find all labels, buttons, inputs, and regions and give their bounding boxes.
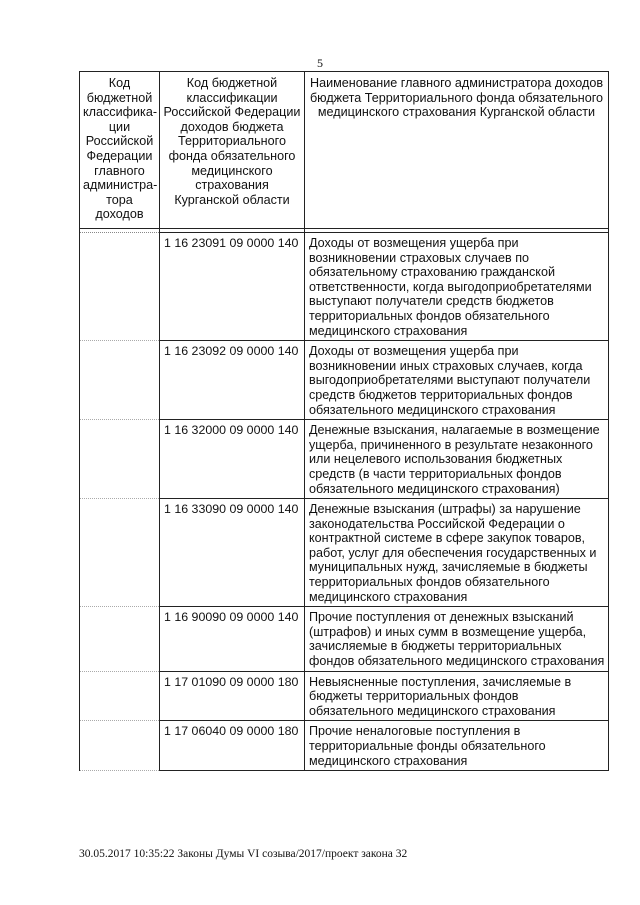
admin-code-cell — [80, 233, 160, 341]
admin-code-cell — [80, 721, 160, 771]
admin-code-cell — [80, 671, 160, 721]
income-name-cell: Невыясненные поступления, зачисляемые в бюджеты территориальных фондов обязательного медицинского страхования — [305, 671, 609, 721]
header-admin-code: Код бюджетной классифика-ции Российской Федерации главного администра-тора доходов — [80, 72, 160, 229]
header-income-code: Код бюджетной классификации Российской Федерации доходов бюджета Территориального фонда обязательного медицинского страхования Курганской области — [160, 72, 305, 229]
income-name-cell: Денежные взыскания, налагаемые в возмещение ущерба, причиненного в результате незаконного или нецелевого использования бюджетных средств (в части территориальных фондов обязательного медицинского страхования) — [305, 420, 609, 499]
table-header — [80, 72, 609, 229]
table-row — [80, 499, 609, 607]
income-name-cell: Прочие поступления от денежных взысканий (штрафов) и иных сумм в возмещение ущерба, зачисляемые в бюджеты территориальных фондов обязательного медицинского страхования — [305, 607, 609, 671]
admin-code-cell — [80, 499, 160, 607]
income-code-cell: 1 16 23092 09 0000 140 — [160, 341, 305, 420]
table-row — [80, 721, 609, 771]
header-admin-name: Наименование главного администратора доходов бюджета Территориального фонда обязательного медицинского страхования Курганской области — [305, 72, 609, 229]
admin-code-cell — [80, 607, 160, 671]
table-body — [80, 229, 609, 771]
income-name-cell: Доходы от возмещения ущерба при возникновении иных страховых случаев, когда выгодоприобретателями выступают получатели средств бюджетов территориальных фондов обязательного медицинского страхования — [305, 341, 609, 420]
table-row — [80, 341, 609, 420]
table-row — [80, 233, 609, 341]
income-code-cell: 1 16 32000 09 0000 140 — [160, 420, 305, 499]
admin-code-cell — [80, 341, 160, 420]
income-name-cell: Прочие неналоговые поступления в территориальные фонды обязательного медицинского страхования — [305, 721, 609, 771]
page-number: 5 — [317, 56, 323, 70]
table-row — [80, 420, 609, 499]
income-code-cell: 1 17 01090 09 0000 180 — [160, 671, 305, 721]
income-name-cell: Денежные взыскания (штрафы) за нарушение законодательства Российской Федерации о контрактной системе в сфере закупок товаров, работ, услуг для обеспечения государственных и муниципальных нужд, зачисляемые в бюджеты территориальных фондов обязательного медицинского страхования — [305, 499, 609, 607]
admin-code-cell — [80, 420, 160, 499]
document-footer: 30.05.2017 10:35:22 Законы Думы VI созыва/2017/проект закона 32 — [79, 848, 408, 860]
budget-classification-table — [79, 71, 609, 771]
table-row — [80, 607, 609, 671]
income-code-cell: 1 17 06040 09 0000 180 — [160, 721, 305, 771]
table-row — [80, 671, 609, 721]
income-code-cell: 1 16 90090 09 0000 140 — [160, 607, 305, 671]
income-name-cell: Доходы от возмещения ущерба при возникновении страховых случаев по обязательному страхованию гражданской ответственности, когда выгодоприобретателями выступают получатели средств бюджетов территориальных фондов обязательного медицинского страхования — [305, 233, 609, 341]
income-code-cell: 1 16 33090 09 0000 140 — [160, 499, 305, 607]
income-code-cell: 1 16 23091 09 0000 140 — [160, 233, 305, 341]
